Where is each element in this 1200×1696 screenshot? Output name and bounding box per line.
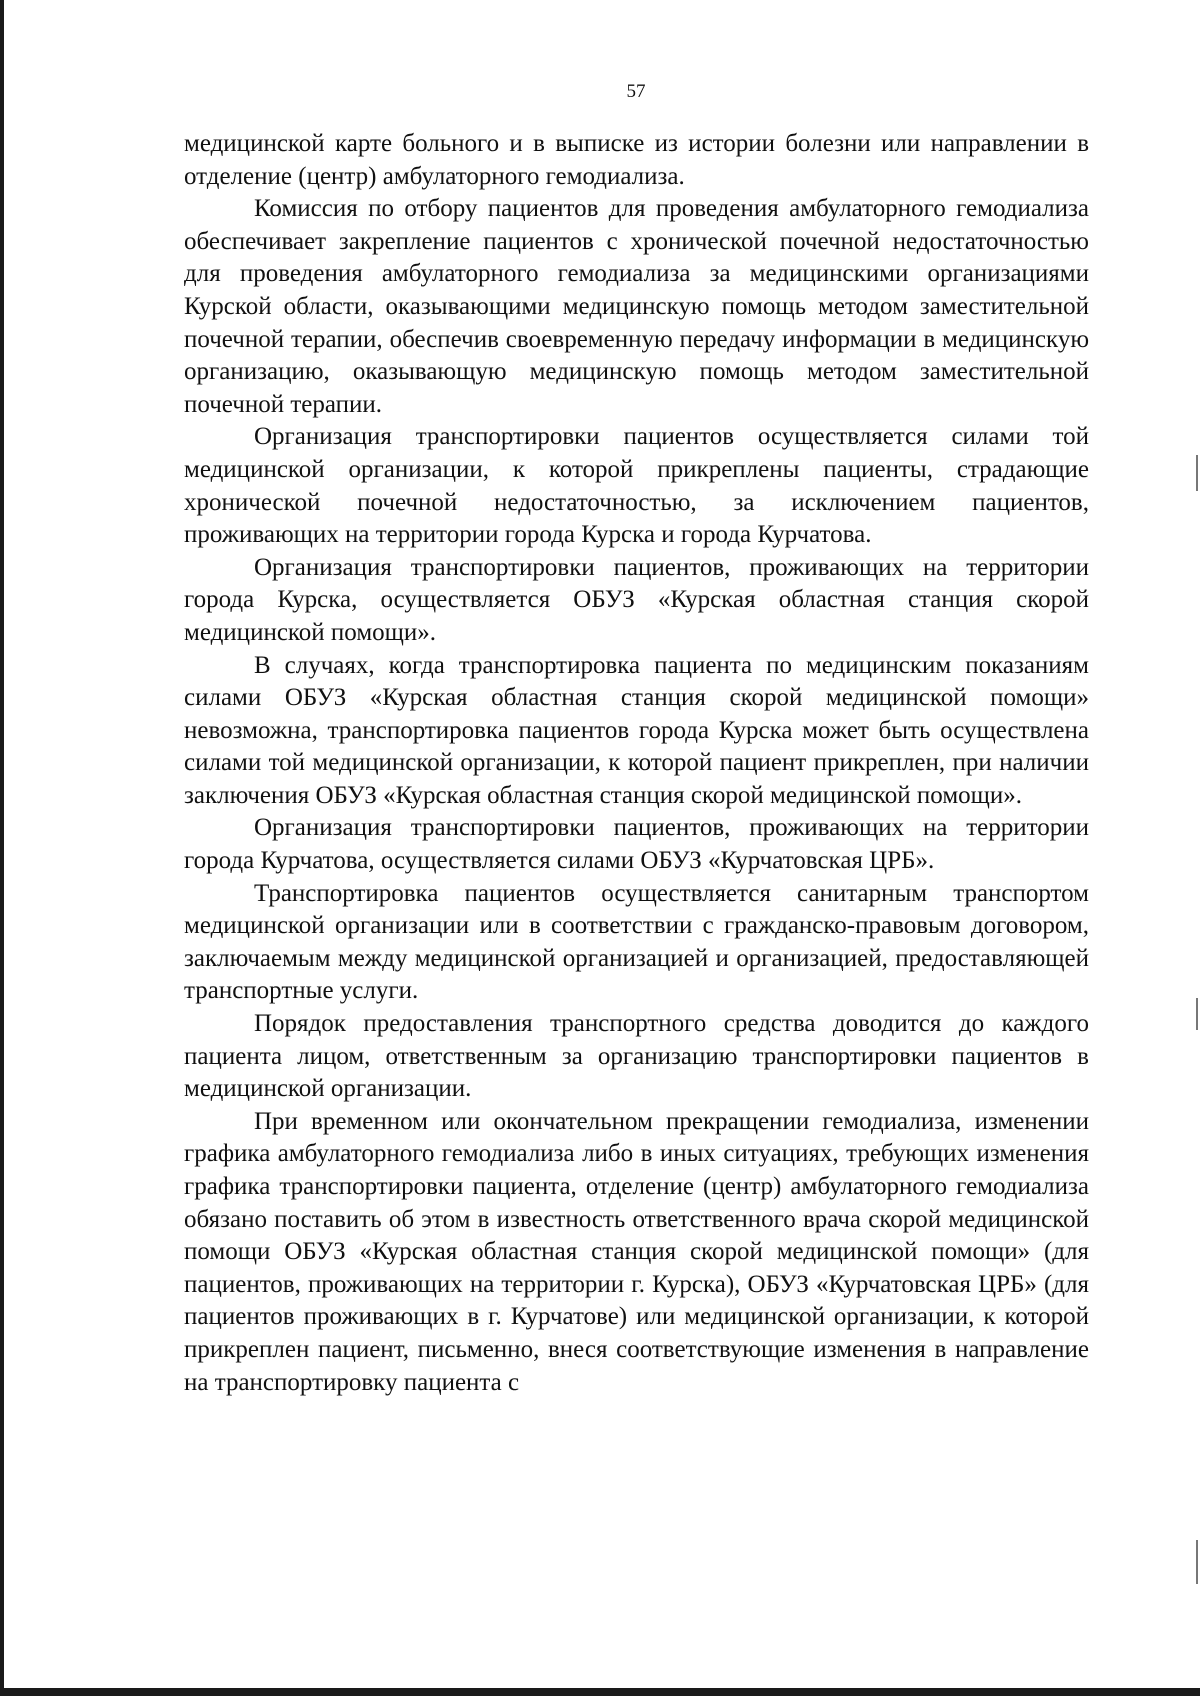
paragraph: Организация транспортировки пациентов, проживающих на территории города Курска, осуществляется ОБУЗ «Курская областная станция скорой медицинской помощи». bbox=[184, 553, 1089, 646]
paragraph: Комиссия по отбору пациентов для проведения амбулаторного гемодиализа обеспечивает закрепление пациентов с хронической почечной недостаточностью для проведения амбулаторного гемодиализа за медицинскими организациями Курской области, оказывающими медицинскую помощь методом заместительной почечной терапии, обеспечив своевременную передачу информации в медицинскую организацию, оказывающую медицинскую помощь методом заместительной почечной терапии. bbox=[184, 195, 1089, 418]
scan-speck bbox=[1196, 998, 1198, 1030]
paragraph: медицинской карте больного и в выписке из истории болезни или направлении в отделение (центр) амбулаторного гемодиализа. bbox=[184, 130, 1089, 190]
document-body bbox=[184, 128, 1089, 1399]
paragraph: Порядок предоставления транспортного средства доводится до каждого пациента лицом, ответственным за организацию транспортировки пациентов в медицинской организации. bbox=[184, 1010, 1089, 1103]
paragraph: Транспортировка пациентов осуществляется санитарным транспортом медицинской организации или в соответствии с гражданско-правовым договором, заключаемым между медицинской организацией и организацией, предоставляющей транспортные услуги. bbox=[184, 879, 1089, 1005]
paragraph: Организация транспортировки пациентов осуществляется силами той медицинской организации, к которой прикреплены пациенты, страдающие хронической почечной недостаточностью, за исключением пациентов, проживающих на территории города Курска и города Курчатова. bbox=[184, 423, 1089, 549]
scan-border-left bbox=[0, 0, 4, 1696]
paragraph: При временном или окончательном прекращении гемодиализа, изменении графика амбулаторного гемодиализа либо в иных ситуациях, требующих изменения графика транспортировки пациента, отделение (центр) амбулаторного гемодиализа обязано поставить об этом в известность ответственного врача скорой медицинской помощи ОБУЗ «Курская областная станция скорой медицинской помощи» (для пациентов, проживающих на территории г. Курска), ОБУЗ «Курчатовская ЦРБ» (для пациентов проживающих в г. Курчатове) или медицинской организации, к которой прикреплен пациент, письменно, внеся соответствующие изменения в направление на транспортировку пациента с bbox=[184, 1107, 1089, 1396]
paragraph: В случаях, когда транспортировка пациента по медицинским показаниям силами ОБУЗ «Курская областная станция скорой медицинской помощи» невозможна, транспортировка пациентов города Курска может быть осуществлена силами той медицинской организации, к которой пациент прикреплен, при наличии заключения ОБУЗ «Курская областная станция скорой медицинской помощи». bbox=[184, 651, 1089, 809]
scan-speck bbox=[1196, 1540, 1198, 1584]
scan-border-bottom bbox=[0, 1688, 1200, 1696]
paragraph: Организация транспортировки пациентов, проживающих на территории города Курчатова, осуществляется силами ОБУЗ «Курчатовская ЦРБ». bbox=[184, 814, 1089, 875]
page-number: 57 bbox=[626, 81, 646, 102]
scan-speck bbox=[1196, 455, 1198, 491]
